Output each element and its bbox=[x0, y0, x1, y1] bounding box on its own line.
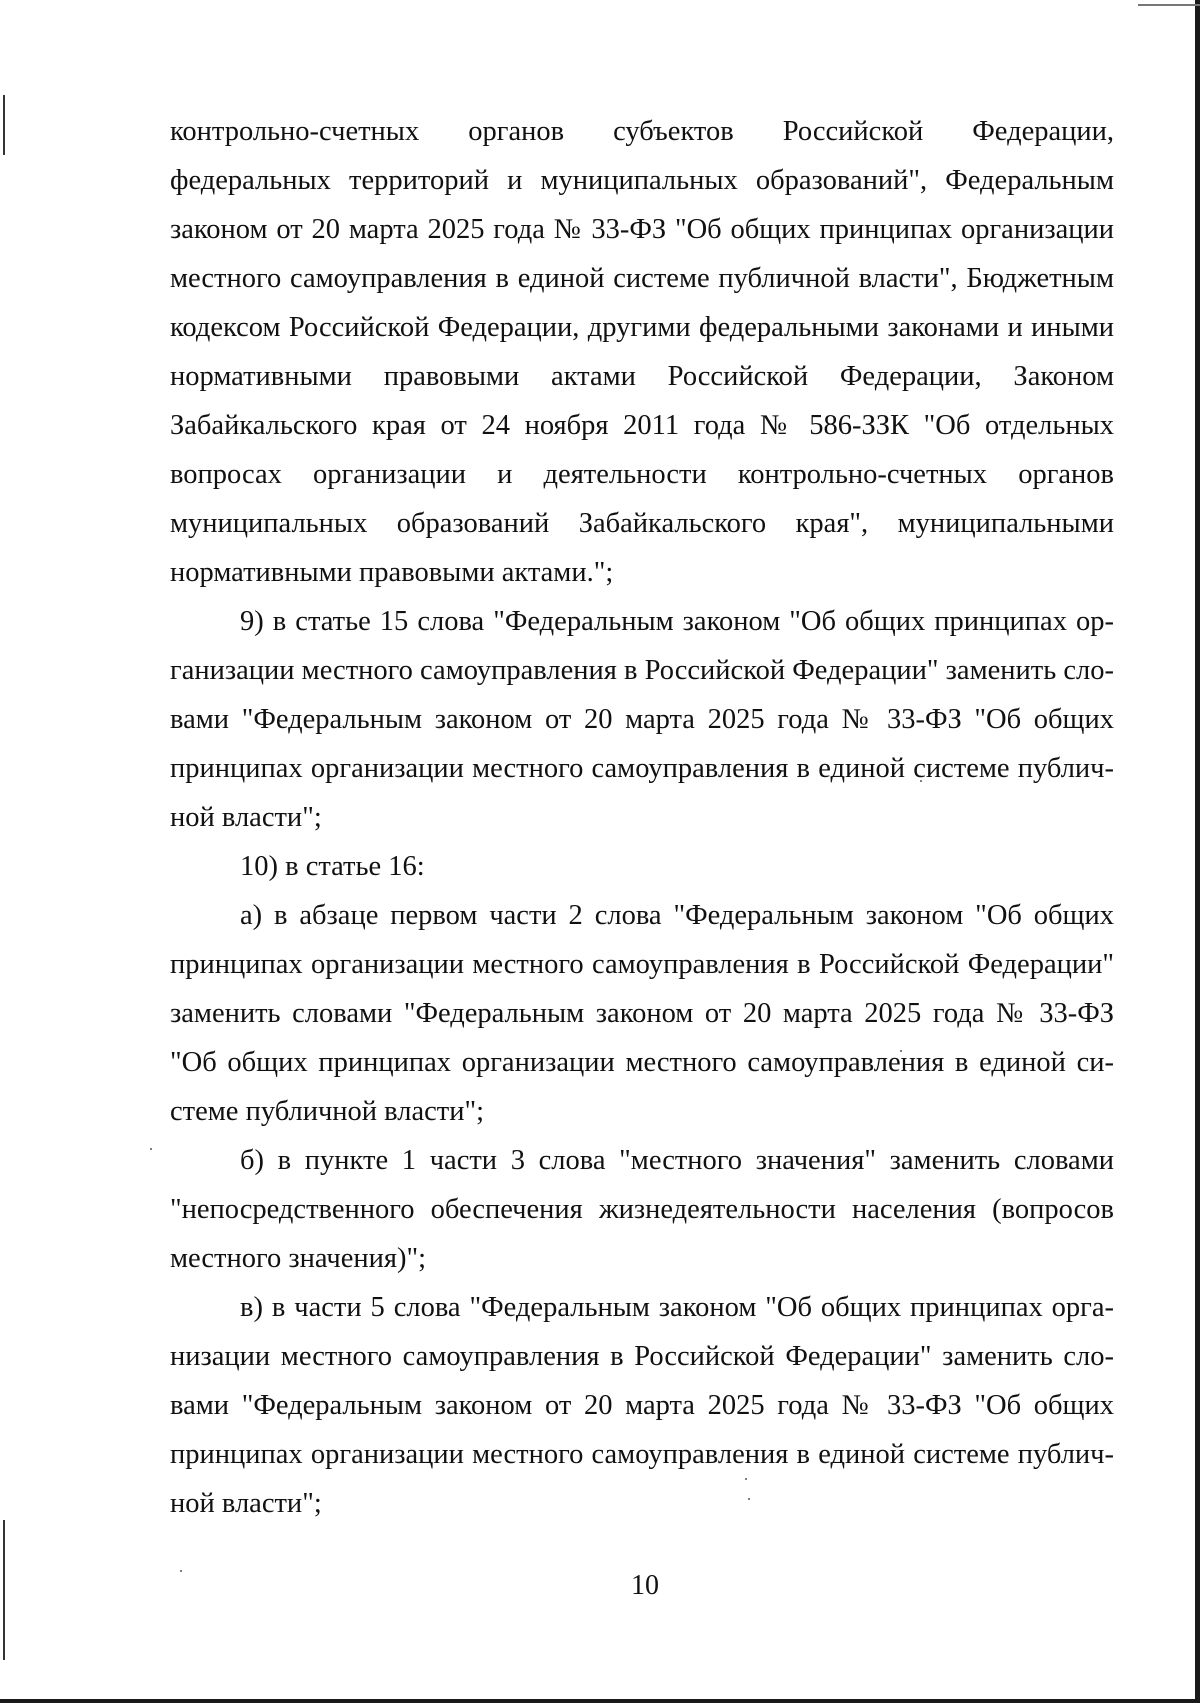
paragraph-continuation: контрольно-счетных органов субъектов Российской Федерации, федеральных территорий и муниципальных образований", Федеральным законом от 20 марта 2025 года № 33-ФЗ "Об общих принципах организации местного самоуправления в единой системе публичной власти", Бюджетным кодексом Российской Федерации, другими федеральными законами и иными нормативными правовыми актами Российской Федерации, Законом Забайкальского края от 24 ноября 2011 года № 586-ЗЗК "Об отдельных вопросах организации и деятельности контрольно-счетных органов муниципальных образований Забайкальского края", муниципальными нормативными правовыми актами."; bbox=[170, 116, 1114, 588]
scan-mark-left-top bbox=[3, 95, 5, 155]
document-body bbox=[170, 107, 1114, 1528]
scan-edge-right bbox=[1195, 0, 1200, 1703]
paragraph-item-9: 9) в статье 15 слова "Федеральным законом "Об общих принципах организации местного самоуправления в Российской Федерации" заменить словами "Федеральным законом от 20 марта 2025 года № 33-ФЗ "Об общих принципах организации местного самоуправления в единой системе публичной власти"; bbox=[170, 606, 1114, 833]
page-number: 10 bbox=[631, 1570, 659, 1601]
paragraph-item-10: 10) в статье 16: bbox=[240, 851, 425, 882]
scan-edge-bottom bbox=[0, 1699, 1200, 1703]
paragraph-subitem-a: а) в абзаце первом части 2 слова "Федеральным законом "Об общих принципах организации местного самоуправления в Российской Федерации" заменить словами "Федеральным законом от 20 марта 2025 года № 33-ФЗ "Об общих принципах организации местного самоуправления в единой системе публичной власти"; bbox=[170, 900, 1114, 1127]
scan-edge-top-right bbox=[1138, 4, 1200, 6]
paragraph-subitem-b: б) в пункте 1 части 3 слова "местного значения" заменить словами "непосредственного обеспечения жизнедеятельности населения (вопросов местного значения)"; bbox=[170, 1145, 1114, 1274]
scan-speck bbox=[150, 1148, 152, 1150]
paragraph-subitem-v: в) в части 5 слова "Федеральным законом "Об общих принципах организации местного самоуправления в Российской Федерации" заменить словами "Федеральным законом от 20 марта 2025 года № 33-ФЗ "Об общих принципах организации местного самоуправления в единой системе публичной власти"; bbox=[170, 1292, 1114, 1519]
